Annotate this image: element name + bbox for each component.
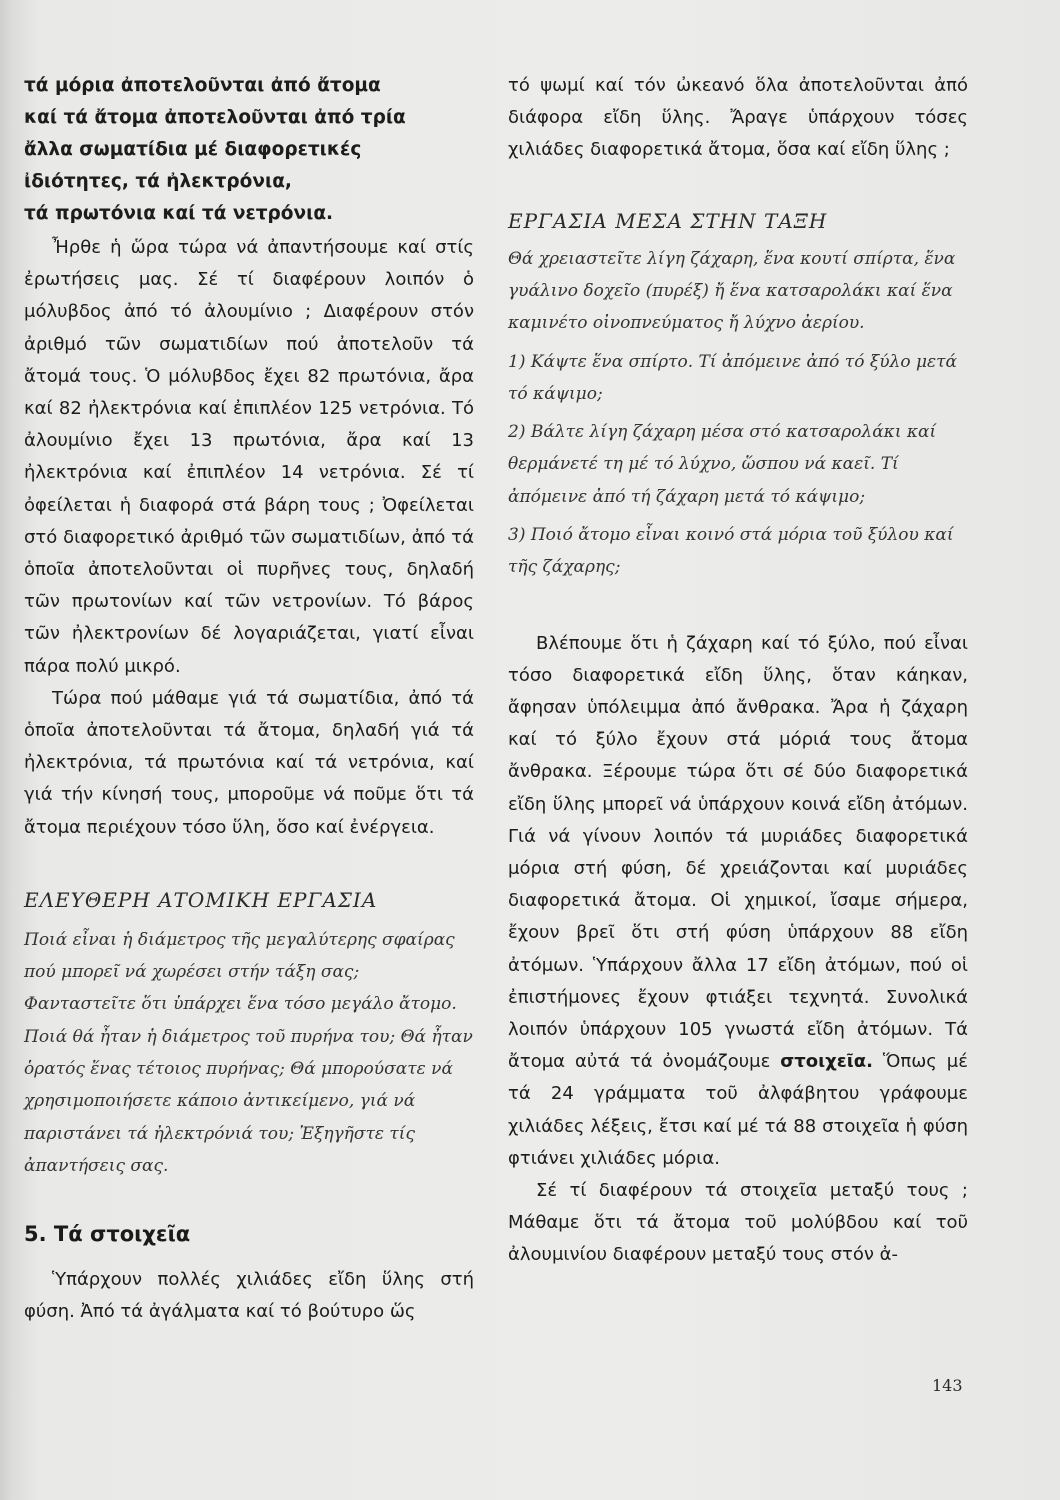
paragraph-elements-text-b: Ὅπως μέ τά 24 γράμματα τοῦ ἀλφάβητου γράφουμε χιλιάδες λέξεις, ἔτσι καί μέ τά 88 στοιχεῖα ἡ φύση φτιάνει χιλιάδες μόρια. [508,1051,968,1169]
free-work-heading: ΕΛΕΥΘΕΡΗ ΑΤΟΜΙΚΗ ΕΡΓΑΣΙΑ [24,887,378,912]
paragraph-elements [508,628,968,1175]
summary-line-1: τά μόρια ἀποτελοῦνται ἀπό ἄτομα [24,75,381,96]
paragraph-energy: Τώρα πού μάθαμε γιά τά σωματίδια, ἀπό τά ὁποῖα ἀποτελοῦνται τά ἄτομα, δηλαδή γιά τά ἠλεκτρόνια, τά πρωτόνια καί τά νετρόνια, καί γιά τήν κίνησή τους, μποροῦμε νά ποῦμε ὅτι τά ἄτομα περιέχουν τόσο ὕλη, ὅσο καί ἐνέργεια. [24,687,474,838]
paragraph-continuation: τό ψωμί καί τόν ὠκεανό ὅλα ἀποτελοῦνται ἀπό διάφορα εἴδη ὕλης. Ἄραγε ὑπάρχουν τόσες χιλιάδες διαφορετικά ἄτομα, ὅσα καί εἴδη ὕλης ; [508,75,968,161]
paragraph-answers: Ἦρθε ἡ ὥρα τώρα νά ἀπαντήσουμε καί στίς ἐρωτήσεις μας. Σέ τί διαφέρουν λοιπόν ὁ μόλυβδος ἀπό τό ἀλουμίνιο ; Διαφέρουν στόν ἀριθμό τῶν σωματιδίων πού ἀποτελοῦν τά ἄτομά τους. Ὁ μόλυβδος ἔχει 82 πρωτόνια, ἄρα καί 82 ἠλεκτρόνια καί ἐπιπλέον 125 νετρόνια. Τό ἀλουμίνιο ἔχει 13 πρωτόνια, ἄρα καί 13 ἠλεκτρόνια καί ἐπιπλέον 14 νετρόνια. Σέ τί ὀφείλεται ἡ διαφορά στά βάρη τους ; Ὀφείλεται στό διαφορετικό ἀριθμό τῶν σωματιδίων, ἀπό τά ὁποῖα ἀποτελοῦνται οἱ πυρῆνες τους, δηλαδή τῶν πρωτονίων καί τῶν νετρονίων. Τό βάρος τῶν ἠλεκτρονίων δέ λογαριάζεται, γιατί εἶναι πάρα πολύ μικρό. [24,237,474,677]
left-column [24,70,474,1329]
class-work-step-2: 2) Βάλτε λίγη ζάχαρη μέσα στό κατσαρολάκι καί θερμάνετέ τη μέ τό λύχνο, ὥσπου νά καεῖ. Τί ἀπόμεινε ἀπό τή ζάχαρη μετά τό κάψιμο; [508,422,937,507]
section-title: 5. Τά στοιχεῖα [24,1222,191,1247]
class-work-heading: ΕΡΓΑΣΙΑ ΜΕΣΑ ΣΤΗΝ ΤΑΞΗ [508,208,828,233]
summary-line-3: ἄλλα σωματίδια μέ διαφορετικές [24,139,362,160]
summary-line-2: καί τά ἄτομα ἀποτελοῦνται ἀπό τρία [24,107,406,128]
paragraph-differences: Σέ τί διαφέρουν τά στοιχεῖα μεταξύ τους ; Μάθαμε ὅτι τά ἄτομα τοῦ μολύβδου καί τοῦ ἀλουμινίου διαφέρουν μεταξύ τους στόν ἀ- [508,1180,968,1266]
right-column [508,70,968,1272]
class-work-step-3: 3) Ποιό ἄτομο εἶναι κοινό στά μόρια τοῦ ξύλου καί τῆς ζάχαρης; [508,524,954,578]
free-work-text: Ποιά εἶναι ἡ διάμετρος τῆς μεγαλύτερης σφαίρας πού μπορεῖ νά χωρέσει στήν τάξη σας; Φανταστεῖτε ὅτι ὑπάρχει ἕνα τόσο μεγάλο ἄτομο. Ποιά θά ἦταν ἡ διάμετρος τοῦ πυρήνα του; Θά ἦταν ὁρατός ἕνας τέτοιος πυρήνας; Θά μπορούσατε νά χρησιμοποιήσετε κάποιο ἀντικείμενο, γιά νά παριστάνει τά ἠλεκτρόνιά του; Ἐξηγῆστε τίς ἀπαντήσεις σας. [24,929,473,1176]
summary-line-5: τά πρωτόνια καί τά νετρόνια. [24,203,334,224]
paragraph-elements-intro: Ὑπάρχουν πολλές χιλιάδες εἴδη ὕλης στή φύση. Ἀπό τά ἀγάλματα καί τό βούτυρο ὥς [24,1269,474,1323]
paragraph-elements-text-a: Βλέπουμε ὅτι ἡ ζάχαρη καί τό ξύλο, πού εἶναι τόσο διαφορετικά εἴδη ὕλης, ὅταν κάηκαν, ἄφησαν ὑπόλειμμα ἀπό ἄνθρακα. Ἄρα ἡ ζάχαρη καί τό ξύλο ἔχουν στά μόριά τους ἄτομα ἄνθρακα. Ξέρουμε τώρα ὅτι σέ δύο διαφορετικά εἴδη ὕλης μπορεῖ νά ὑπάρχουν κοινά εἴδη ἀτόμων. Γιά νά γίνουν λοιπόν τά μυριάδες διαφορετικά μόρια στή φύση, δέ χρειάζονται καί μυριάδες διαφορετικά ἄτομα. Οἱ χημικοί, ἴσαμε σήμερα, ἔχουν βρεῖ ὅτι στή φύση ὑπάρχουν 88 εἴδη ἀτόμων. Ὑπάρχουν ἄλλα 17 εἴδη ἀτόμων, πού οἱ ἐπιστήμονες ἔχουν φτιάξει τεχνητά. Συνολικά λοιπόν ὑπάρχουν 105 γνωστά εἴδη ἀτόμων. Τά ἄτομα αὐτά τά ὀνομάζουμε [508,632,968,1073]
class-work-intro: Θά χρειαστεῖτε λίγη ζάχαρη, ἕνα κουτί σπίρτα, ἕνα γυάλινο δοχεῖο (πυρέξ) ἤ ἕνα κατσαρολάκι καί ἕνα καμινέτο οἰνοπνεύματος ἤ λύχνο ἀερίου. [508,248,956,334]
summary-line-4: ἰδιότητες, τά ἠλεκτρόνια, [24,171,292,192]
page-number: 143 [932,1376,963,1395]
term-elements: στοιχεῖα. [780,1051,873,1073]
class-work-step-1: 1) Κάψτε ἕνα σπίρτο. Τί ἀπόμεινε ἀπό τό ξύλο μετά τό κάψιμο; [508,351,958,404]
